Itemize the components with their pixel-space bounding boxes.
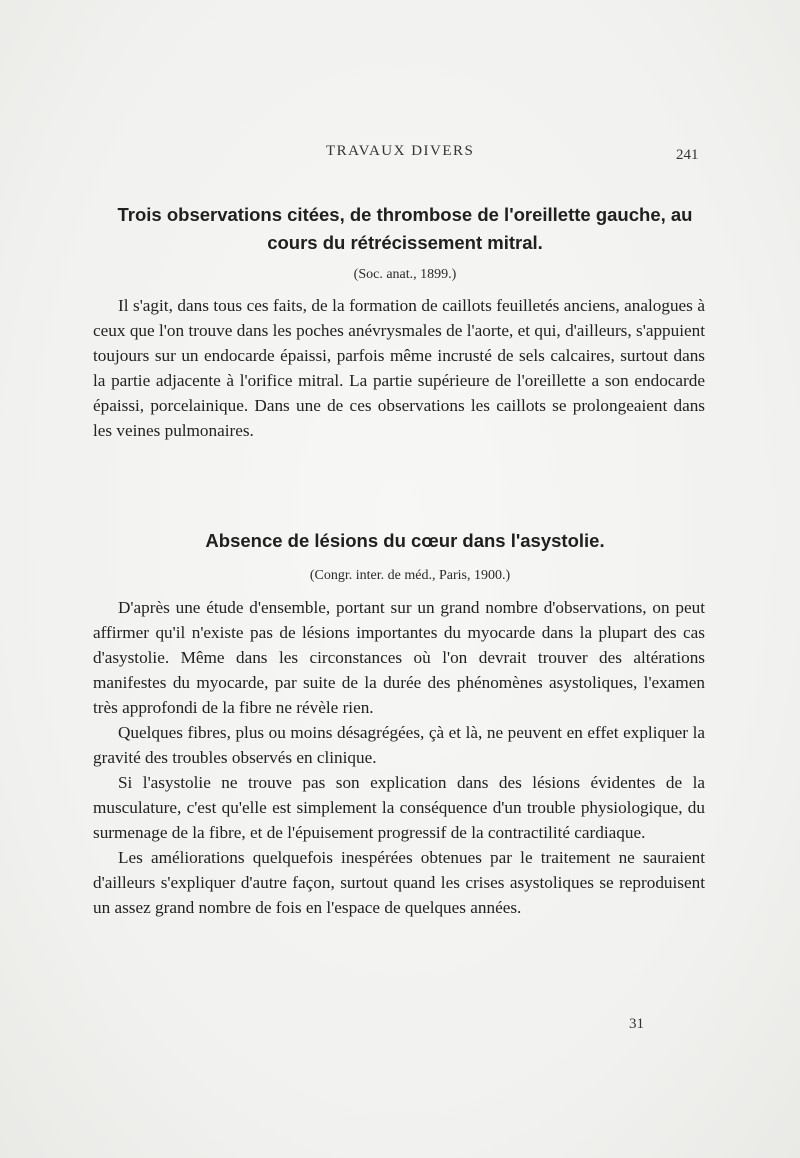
section2-paragraph: Quelques fibres, plus ou moins désagrégées, çà et là, ne peuvent en effet expliquer la gravité des troubles observés en clinique. xyxy=(93,723,705,767)
page-number: 241 xyxy=(676,147,699,163)
section2-body xyxy=(93,595,705,920)
section2-paragraph: D'après une étude d'ensemble, portant sur un grand nombre d'observations, on peut affirmer qu'il n'existe pas de lésions importantes du myocarde dans la plupart des cas d'asystolie. Même dans les circonstances où l'on devrait trouver des altérations manifestes du myocarde, par suite de la durée des phénomènes asystoliques, l'examen très approfondi de la fibre ne révèle rien. xyxy=(93,598,705,717)
section1-citation: (Soc. anat., 1899.) xyxy=(353,267,457,282)
running-title: TRAVAUX DIVERS xyxy=(326,143,475,159)
section1-paragraph: Il s'agit, dans tous ces faits, de la formation de caillots feuilletés anciens, analogues à ceux que l'on trouve dans les poches anévrysmales de l'aorte, et qui, d'ailleurs, s'appuient toujours sur un endocarde épaissi, parfois même incrusté de sels calcaires, surtout dans la partie adjacente à l'orifice mitral. La partie supérieure de l'oreillette a son endocarde épaissi, porcelainique. Dans une de ces observations les caillots se prolongeaient dans les veines pulmonaires. xyxy=(93,296,705,440)
section1-title: Trois observations citées, de thrombose de l'oreillette gauche, au cours du rétrécissement mitral. xyxy=(117,204,693,253)
section2-title: Absence de lésions du cœur dans l'asystolie. xyxy=(205,530,605,551)
signature-mark: 31 xyxy=(629,1016,644,1032)
section1-body xyxy=(93,293,705,443)
running-head xyxy=(0,143,800,167)
section2-paragraph: Les améliorations quelquefois inespérées obtenues par le traitement ne sauraient d'ailleurs s'expliquer d'autre façon, surtout quand les crises asystoliques se reproduisent un assez grand nombre de fois en l'espace de quelques années. xyxy=(93,848,705,917)
section2-paragraph: Si l'asystolie ne trouve pas son explication dans des lésions évidentes de la musculature, c'est qu'elle est simplement la conséquence d'un trouble physiologique, du surmenage de la fibre, et de l'épuisement progressif de la contractilité cardiaque. xyxy=(93,773,705,842)
section2-citation: (Congr. inter. de méd., Paris, 1900.) xyxy=(309,568,511,583)
